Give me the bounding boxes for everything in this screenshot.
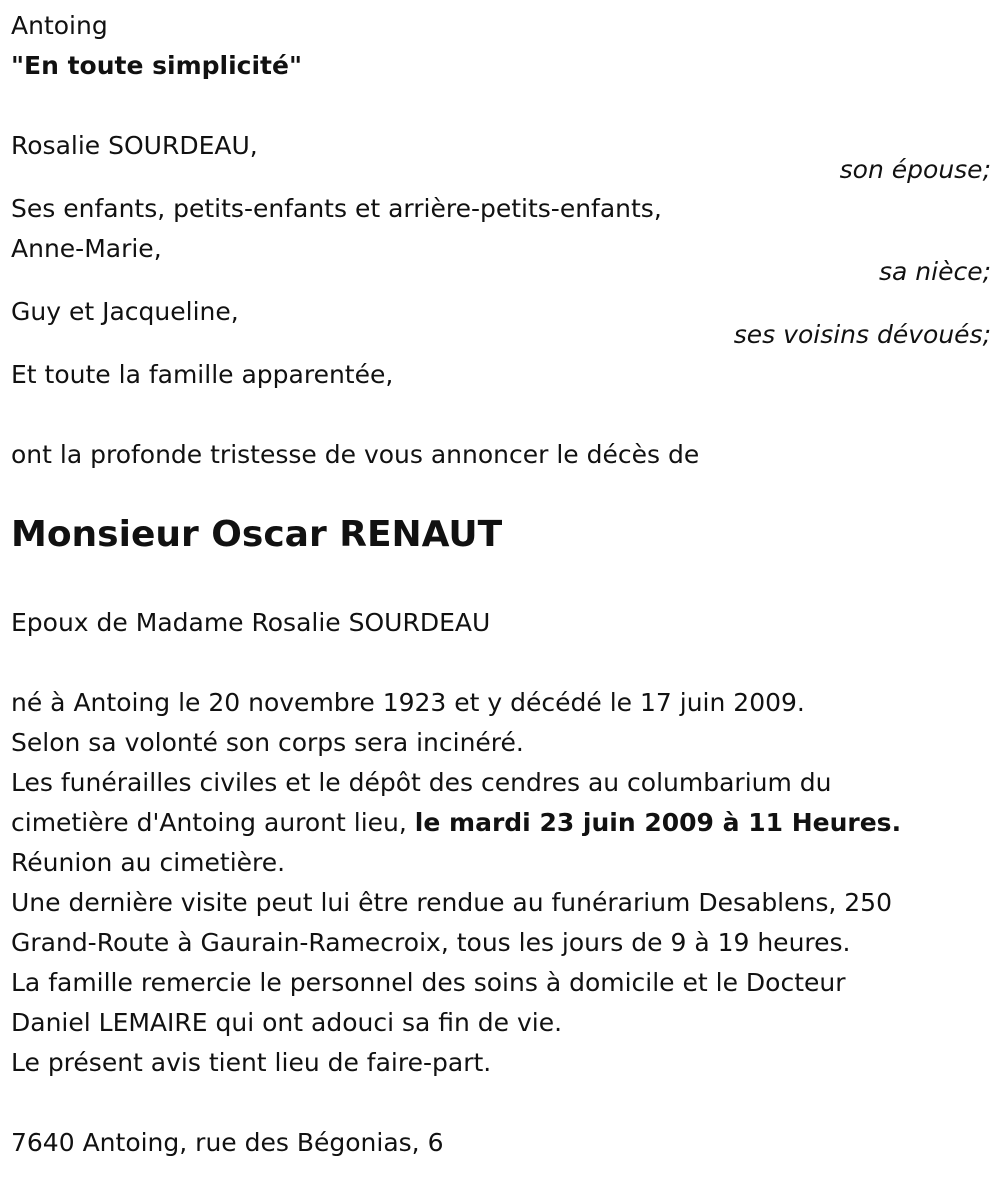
address: 7640 Antoing, rue des Bégonias, 6 xyxy=(11,1128,444,1157)
deceased-name: Monsieur Oscar RENAUT xyxy=(11,514,503,555)
city-heading: Antoing xyxy=(11,11,108,40)
funeral-date-line xyxy=(11,803,901,843)
cremation-line: Selon sa volonté son corps sera incinéré. xyxy=(11,728,524,757)
visit-line: Une dernière visite peut lui être rendue au funérarium Desablens, 250 xyxy=(11,888,892,917)
mourner-name: Et toute la famille apparentée, xyxy=(11,360,394,389)
mourner-name: Anne-Marie, xyxy=(11,234,162,263)
thanks-line: La famille remercie le personnel des soins à domicile et le Docteur xyxy=(11,968,846,997)
thanks-doctor-line: Daniel LEMAIRE qui ont adouci sa fin de vie. xyxy=(11,1008,563,1037)
mourner-relation: son épouse; xyxy=(839,155,991,184)
motto: "En toute simplicité" xyxy=(11,51,302,80)
mourner-name: Ses enfants, petits-enfants et arrière-petits-enfants, xyxy=(11,194,662,223)
mourner-name: Rosalie SOURDEAU, xyxy=(11,131,258,160)
funeral-line: Les funérailles civiles et le dépôt des cendres au columbarium du xyxy=(11,768,832,797)
funeral-date: le mardi 23 juin 2009 à 11 Heures. xyxy=(414,808,902,837)
funeral-place-text: cimetière d'Antoing auront lieu, xyxy=(11,808,415,837)
visit-hours-line: Grand-Route à Gaurain-Ramecroix, tous les jours de 9 à 19 heures. xyxy=(11,928,851,957)
mourner-relation: ses voisins dévoués; xyxy=(733,320,991,349)
spouse-line: Epoux de Madame Rosalie SOURDEAU xyxy=(11,608,491,637)
announcement: ont la profonde tristesse de vous annoncer le décès de xyxy=(11,440,700,469)
faire-part-line: Le présent avis tient lieu de faire-part. xyxy=(11,1048,492,1077)
birth-death-line: né à Antoing le 20 novembre 1923 et y décédé le 17 juin 2009. xyxy=(11,688,805,717)
mourner-name: Guy et Jacqueline, xyxy=(11,297,239,326)
mourner-relation: sa nièce; xyxy=(878,257,991,286)
meeting-line: Réunion au cimetière. xyxy=(11,848,286,877)
